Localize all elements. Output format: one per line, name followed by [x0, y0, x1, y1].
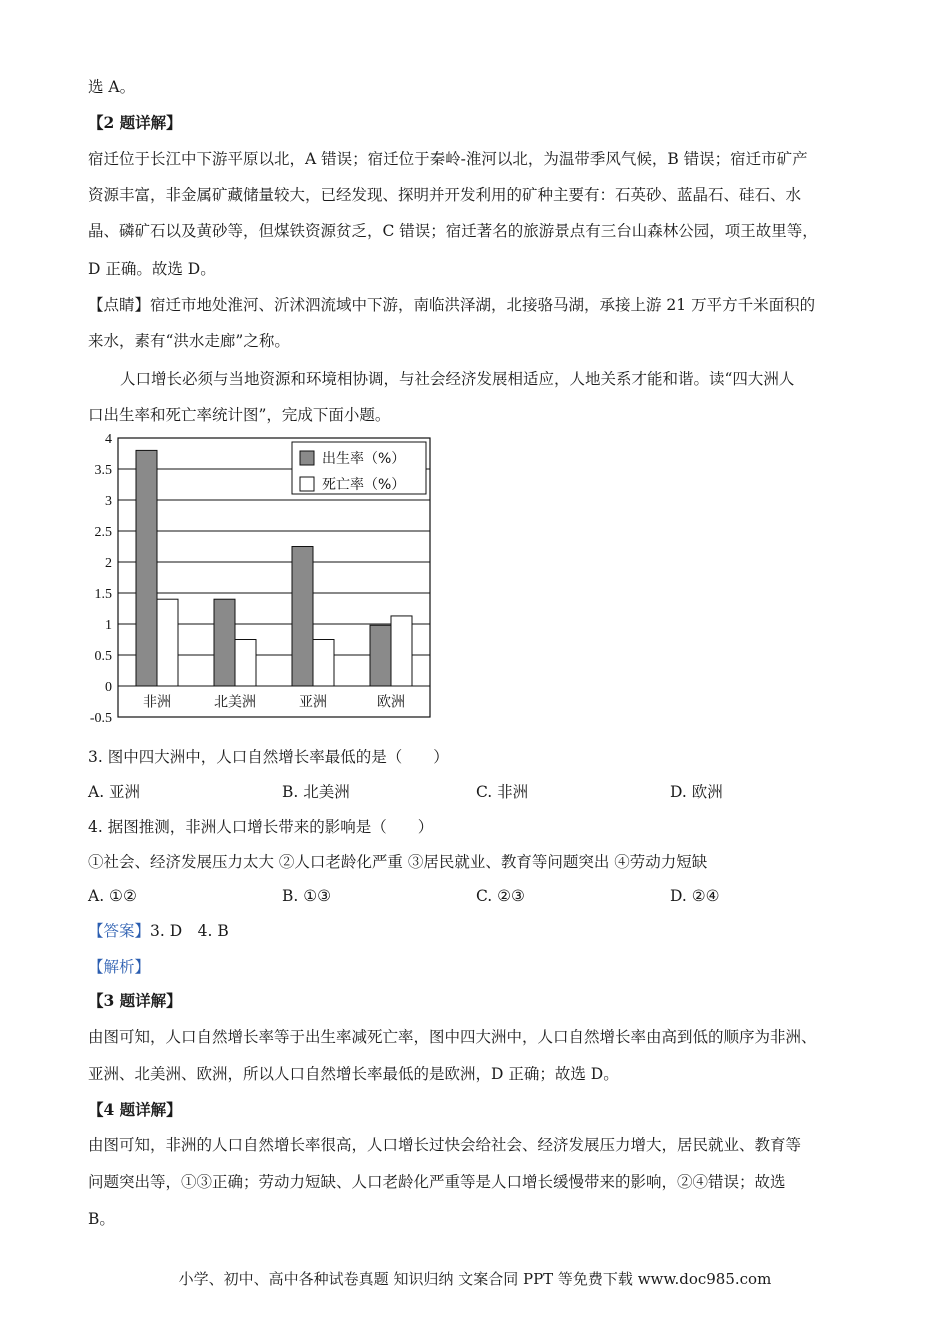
death-rate-bar — [235, 640, 256, 687]
text-line: 口出生率和死亡率统计图”，完成下面小题。 — [88, 406, 391, 424]
text-line: 由图可知，非洲的人口自然增长率很高，人口增长过快会给社会、经济发展压力增大，居民就业、教育等 — [88, 1136, 802, 1154]
y-tick-label: 4 — [105, 432, 112, 447]
question-3: 3. 图中四大洲中，人口自然增长率最低的是（ ） — [88, 748, 449, 766]
y-tick-label: 2 — [105, 556, 112, 571]
section-heading: 【2 题详解】 — [88, 113, 182, 132]
answer-text: 3. D 4. B — [150, 922, 229, 940]
text-line: 【点睛】宿迁市地处淮河、沂沭泗流域中下游，南临洪泽湖，北接骆马湖，承接上游 21 万平方千米面积的 — [88, 296, 816, 314]
text-line: 由图可知，人口自然增长率等于出生率减死亡率，图中四大洲中，人口自然增长率由高到低的顺序为非洲、 — [88, 1028, 817, 1046]
text-line: 资源丰富，非金属矿藏储量较大，已经发现、探明并开发利用的矿种主要有：石英砂、蓝晶石、硅石、水 — [88, 186, 802, 204]
question-4-items: ①社会、经济发展压力太大 ②人口老龄化严重 ③居民就业、教育等问题突出 ④劳动力短缺 — [88, 853, 708, 871]
text-line: D 正确。故选 D。 — [88, 260, 216, 278]
text-line: 选 A。 — [88, 78, 136, 96]
text-line: 晶、磷矿石以及黄砂等，但煤铁资源贫乏，C 错误；宿迁著名的旅游景点有三台山森林公园，项王故里等， — [88, 222, 818, 240]
death-rate-bar — [313, 640, 334, 687]
legend-swatch — [300, 451, 314, 465]
text-line: 宿迁位于长江中下游平原以北，A 错误；宿迁位于秦岭-淮河以北，为温带季风气候，B 错误；宿迁市矿产 — [88, 150, 808, 168]
birth-death-rate-chart — [80, 430, 440, 725]
death-rate-bar — [391, 616, 412, 686]
answer-label: 【答案】 — [88, 922, 151, 940]
birth-rate-bar — [292, 547, 313, 687]
option-a: A. ①② — [88, 887, 137, 905]
option-d: D. 欧洲 — [670, 783, 723, 801]
section-heading: 【3 题详解】 — [88, 991, 182, 1010]
y-tick-label: 0 — [105, 680, 112, 695]
legend-label: 死亡率（%） — [322, 477, 406, 493]
birth-rate-bar — [214, 599, 235, 686]
option-b: B. 北美洲 — [282, 783, 350, 801]
category-label: 北美洲 — [214, 694, 256, 711]
analysis-label: 【解析】 — [88, 958, 151, 976]
text-line: 来水，素有“洪水走廊”之称。 — [88, 332, 290, 350]
y-tick-label: 0.5 — [94, 649, 112, 664]
option-a: A. 亚洲 — [88, 783, 141, 801]
option-d: D. ②④ — [670, 887, 720, 905]
footer: 小学、初中、高中各种试卷真题 知识归纳 文案合同 PPT 等免费下载 www.doc985.com — [178, 1270, 772, 1288]
birth-rate-bar — [370, 625, 391, 686]
option-b: B. ①③ — [282, 887, 332, 905]
y-tick-label: -0.5 — [89, 711, 112, 725]
category-label: 欧洲 — [377, 694, 405, 711]
y-tick-label: 1 — [105, 618, 112, 633]
death-rate-bar — [157, 599, 178, 686]
legend-swatch — [300, 477, 314, 491]
text-line: 人口增长必须与当地资源和环境相协调，与社会经济发展相适应，人地关系才能和谐。读“四大洲人 — [120, 370, 795, 388]
birth-rate-bar — [136, 450, 157, 686]
y-tick-label: 2.5 — [94, 525, 112, 540]
text-line: 亚洲、北美洲、欧洲，所以人口自然增长率最低的是欧洲，D 正确；故选 D。 — [88, 1065, 619, 1083]
answer-line — [88, 920, 229, 942]
legend-label: 出生率（%） — [322, 451, 406, 467]
y-tick-label: 3 — [105, 494, 112, 509]
category-label: 非洲 — [143, 694, 171, 711]
y-tick-label: 1.5 — [94, 587, 112, 602]
y-tick-label: 3.5 — [94, 463, 112, 478]
option-c: C. ②③ — [476, 887, 525, 905]
category-label: 亚洲 — [299, 694, 327, 711]
text-line: 问题突出等，①③正确；劳动力短缺、人口老龄化严重等是人口增长缓慢带来的影响，②④错误；故选 — [88, 1173, 786, 1191]
text-line: B。 — [88, 1210, 115, 1228]
option-c: C. 非洲 — [476, 783, 529, 801]
question-4: 4. 据图推测，非洲人口增长带来的影响是（ ） — [88, 818, 434, 836]
section-heading: 【4 题详解】 — [88, 1100, 182, 1119]
